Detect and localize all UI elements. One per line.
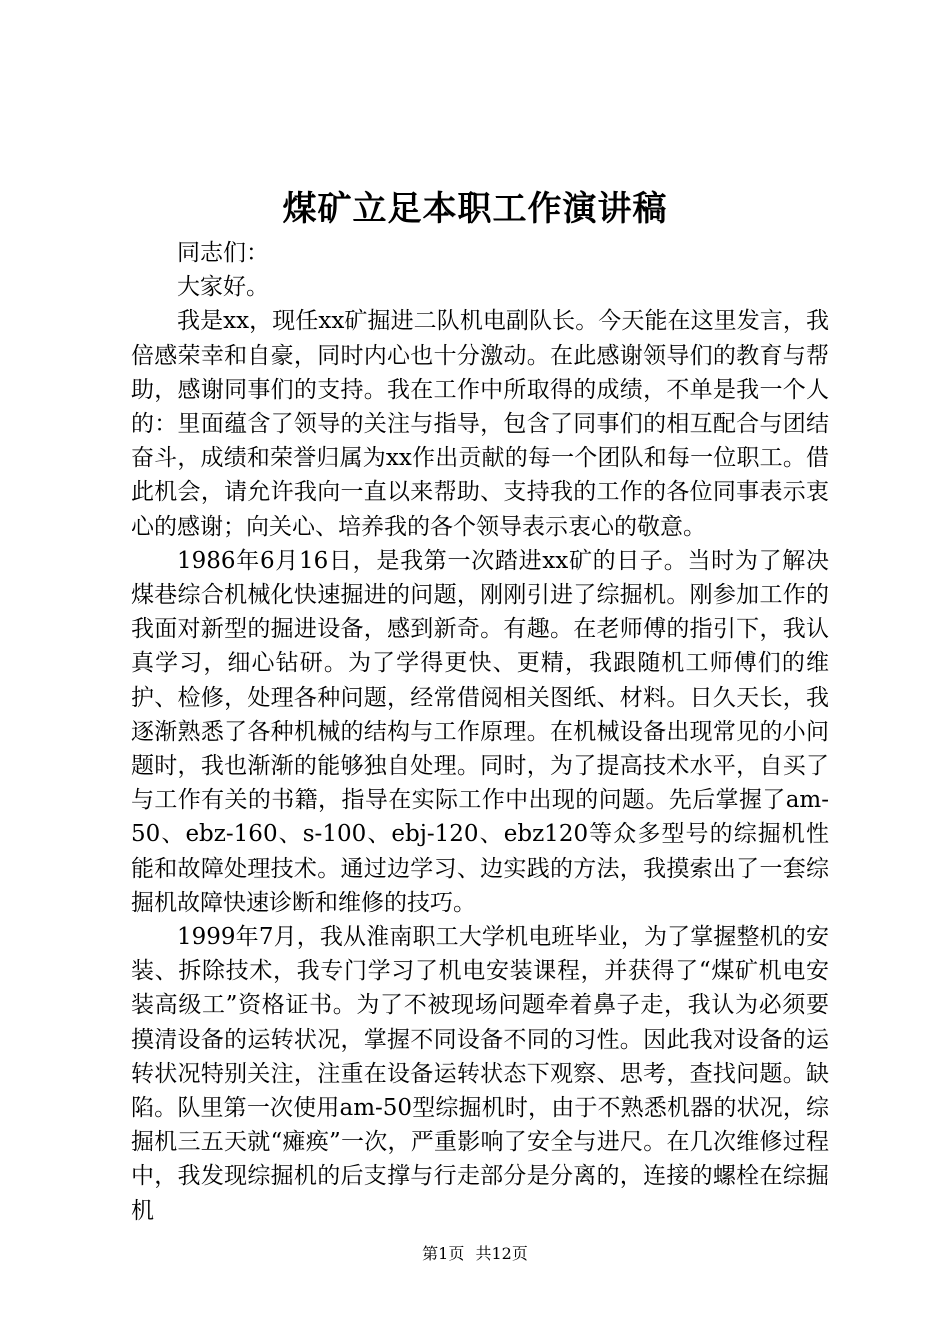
introduction-paragraph: 我是xx，现任xx矿掘进二队机电副队长。今天能在这里发言，我倍感荣幸和自豪，同时内心也十分激动。在此感谢领导们的教育与帮助，感谢同事们的支持。我在工作中所取得的成绩，不单是我一个人的：里面蕴含了领导的关注与指导，包含了同事们的相互配合与团结奋斗，成绩和荣誉归属为xx作出贡献的每一个团队和每一位职工。借此机会，请允许我向一直以来帮助、支持我的工作的各位同事表示衷心的感谢；向关心、培养我的各个领导表示衷心的敬意。	[131, 308, 829, 540]
early-career-paragraph: 1986年6月16日，是我第一次踏进xx矿的日子。当时为了解决煤巷综合机械化快速掘进的问题，刚刚引进了综掘机。刚参加工作的我面对新型的掘进设备，感到新奇。有趣。在老师傅的指引下，我认真学习，细心钻研。为了学得更快、更精，我跟随机工师傅们的维护、检修，处理各种问题，经常借阅相关图纸、材料。日久天长，我逐渐熟悉了各种机械的结构与工作原理。在机械设备出现常见的小问题时，我也渐渐的能够独自处理。同时，为了提高技术水平，自买了与工作有关的书籍，指导在实际工作中出现的问题。先后掌握了am-50、ebz-160、s-100、ebj-120、ebz120等众多型号的综掘机性能和故障处理技术。通过边学习、边实践的方法，我摸索出了一套综掘机故障快速诊断和维修的技巧。	[131, 547, 829, 916]
training-paragraph: 1999年7月，我从淮南职工大学机电班毕业，为了掌握整机的安装、拆除技术，我专门学习了机电安装课程，并获得了“煤矿机电安装高级工”资格证书。为了不被现场问题牵着鼻子走，我认为必须要摸清设备的运转状况，掌握不同设备不同的习性。因此我对设备的运转状况特别关注，注重在设备运转状态下观察、思考，查找问题。缺陷。队里第一次使用am-50型综掘机时，由于不熟悉机器的状况，综掘机三五天就“瘫痪”一次，严重影响了安全与进尺。在几次维修过程中，我发现综掘机的后支撑与行走部分是分离的，连接的螺栓在综掘机	[131, 924, 829, 1224]
document-body	[131, 236, 829, 1228]
salutation-paragraph: 同志们：	[177, 240, 269, 266]
document-title: 煤矿立足本职工作演讲稿	[282, 189, 668, 229]
current-page-number: 第1页	[422, 1244, 465, 1263]
page-footer	[0, 1243, 950, 1265]
total-page-count: 共12页	[475, 1244, 528, 1263]
greeting-paragraph: 大家好。	[177, 274, 269, 301]
